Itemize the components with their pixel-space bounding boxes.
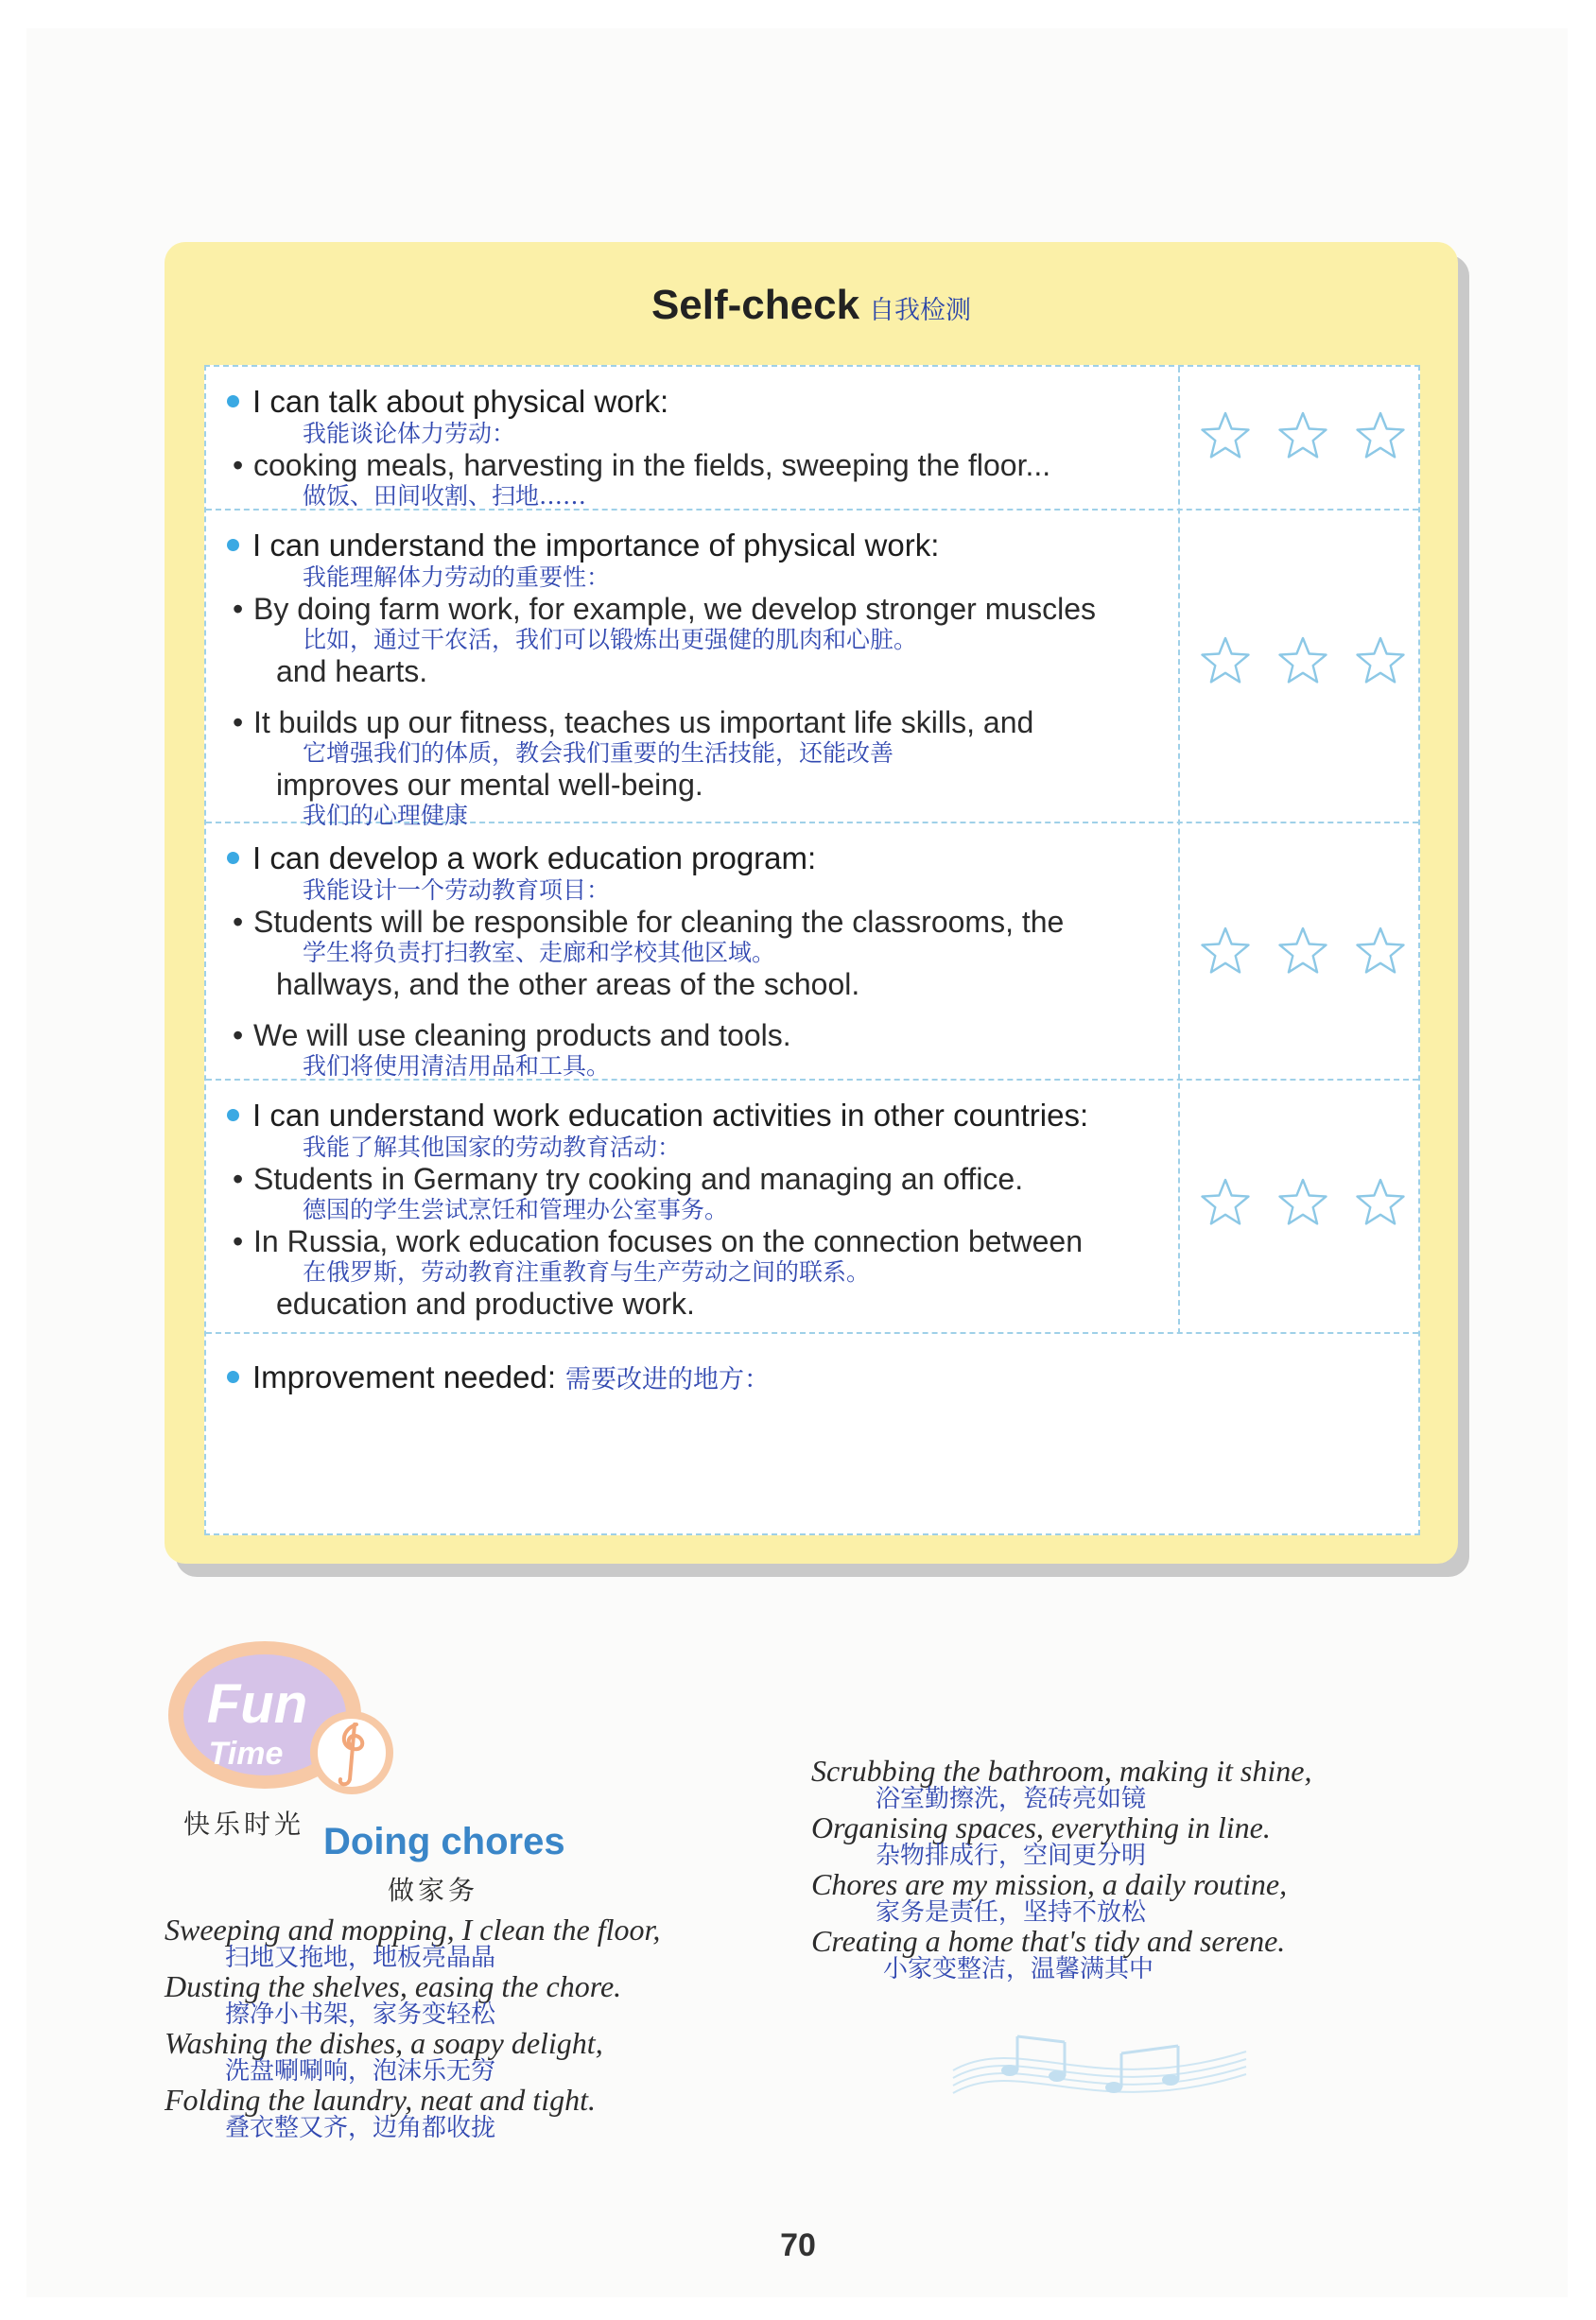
improvement-heading xyxy=(227,1359,1163,1395)
bullet-dot xyxy=(227,1109,239,1121)
sub-bullet: • It builds up our fitness, teaches us important life skills, and xyxy=(233,705,1034,739)
row-heading xyxy=(227,384,1163,420)
improvement-content xyxy=(227,1359,1163,1395)
star-icon[interactable] xyxy=(1354,1177,1407,1228)
poem-line-zh: 洗盘唰唰响，泡沫乐无穷 xyxy=(225,2057,496,2086)
star-icon[interactable] xyxy=(1276,410,1329,461)
time-badge-word: Time xyxy=(208,1736,284,1772)
self-check-table xyxy=(204,365,1420,1535)
poem-line-zh: 浴室勤擦洗，瓷砖亮如镜 xyxy=(876,1785,1147,1813)
poem-right-column xyxy=(811,1754,1492,1983)
sub-bullet-text: It builds up our fitness, teaches us important life skills, and xyxy=(253,705,1034,739)
sub-bullet-text: By doing farm work, for example, we develop stronger muscles xyxy=(253,592,1097,626)
heading-translation: 我能理解体力劳动的重要性： xyxy=(303,563,611,591)
sub-bullet: • By doing farm work, for example, we develop stronger muscles xyxy=(233,592,1097,626)
row-heading xyxy=(227,840,1163,876)
heading-text: I can talk about physical work: xyxy=(252,384,669,419)
improvement-row xyxy=(206,1334,1418,1533)
sub-bullet-text: In Russia, work education focuses on the connection between xyxy=(253,1224,1083,1258)
star-icon[interactable] xyxy=(1199,635,1252,686)
self-check-row-other-countries xyxy=(206,1081,1418,1334)
heading-translation: 我能设计一个劳动教育项目： xyxy=(303,876,611,904)
sub-bullet-text: Students in Germany try cooking and managing an office. xyxy=(253,1162,1024,1196)
sub-bullet-translation: 在俄罗斯，劳动教育注重教育与生产劳动之间的联系。 xyxy=(303,1258,871,1286)
heading-translation: 我能谈论体力劳动： xyxy=(303,420,516,447)
row-content xyxy=(227,384,1163,511)
star-icon[interactable] xyxy=(1276,635,1329,686)
sub-bullet: • Students will be responsible for cleaning the classrooms, the xyxy=(233,905,1065,939)
poem-line-zh: 扫地又拖地，地板亮晶晶 xyxy=(225,1944,496,1972)
heading-text: I can develop a work education program: xyxy=(252,840,817,875)
star-icon[interactable] xyxy=(1354,410,1407,461)
self-check-title-zh: 自我检测 xyxy=(869,296,972,325)
poem-line-zh: 擦净小书架，家务变轻松 xyxy=(225,2000,496,2029)
self-check-card xyxy=(165,242,1458,1564)
improvement-label-zh: 需要改进的地方： xyxy=(565,1365,771,1394)
star-rating[interactable] xyxy=(1199,926,1407,977)
sub-bullet-translation: 德国的学生尝试烹饪和管理办公室事务。 xyxy=(303,1196,729,1223)
sub-bullet-text: cooking meals, harvesting in the fields, sweeping the floor... xyxy=(253,448,1051,482)
star-icon[interactable] xyxy=(1354,926,1407,977)
star-icon[interactable] xyxy=(1199,926,1252,977)
bullet-dot xyxy=(227,852,239,864)
star-icon[interactable] xyxy=(1276,926,1329,977)
sub-bullet: • Students in Germany try cooking and managing an office. xyxy=(233,1162,1024,1196)
poem-line: Sweeping and mopping, I clean the floor, xyxy=(165,1913,661,1947)
fun-time-badge xyxy=(163,1637,399,1798)
star-icon[interactable] xyxy=(1354,635,1407,686)
row-heading xyxy=(227,1098,1163,1134)
sub-bullet-text: We will use cleaning products and tools. xyxy=(253,1018,791,1052)
self-check-title xyxy=(165,282,1458,329)
self-check-row-physical-work xyxy=(206,367,1418,511)
poem-line: Folding the laundry, neat and tight. xyxy=(165,2083,596,2117)
heading-translation: 我能了解其他国家的劳动教育活动： xyxy=(303,1134,682,1161)
poem-line-zh: 杂物排成行，空间更分明 xyxy=(876,1842,1147,1870)
sub-bullet-translation: 学生将负责打扫教室、走廊和学校其他区域。 xyxy=(303,939,776,966)
star-rating[interactable] xyxy=(1199,1177,1407,1228)
poem-line: Creating a home that's tidy and serene. xyxy=(811,1924,1286,1958)
sub-bullet: • cooking meals, harvesting in the fields, sweeping the floor... xyxy=(233,448,1051,482)
poem-title: Doing chores xyxy=(323,1821,565,1862)
poem-line-zh: 家务是责任，坚持不放松 xyxy=(876,1898,1147,1927)
sub-bullet: • We will use cleaning products and tools. xyxy=(233,1018,791,1052)
sub-bullet-translation-continued: 我们的心理健康 xyxy=(303,802,469,829)
poem-line: Dusting the shelves, easing the chore. xyxy=(165,1969,622,2003)
poem-line-zh: 叠衣整又齐，边角都收拢 xyxy=(225,2114,496,2142)
self-check-title-en: Self-check xyxy=(651,282,860,328)
poem-title-zh: 做家务 xyxy=(388,1875,479,1906)
self-check-row-importance xyxy=(206,511,1418,829)
sub-bullet-continuation: and hearts. xyxy=(276,654,428,688)
music-notes-decoration-icon xyxy=(944,2014,1256,2118)
sub-bullet-continuation: improves our mental well-being. xyxy=(276,768,703,802)
poem-line: Chores are my mission, a daily routine, xyxy=(811,1867,1288,1901)
fun-time-label-zh: 快乐时光 xyxy=(183,1809,305,1840)
poem-line: Washing the dishes, a soapy delight, xyxy=(165,2026,603,2060)
bullet-dot xyxy=(227,395,239,407)
star-rating[interactable] xyxy=(1199,635,1407,686)
heading-text: I can understand work education activities in other countries: xyxy=(252,1098,1089,1133)
improvement-label: Improvement needed: xyxy=(252,1359,557,1394)
self-check-row-program xyxy=(206,823,1418,1081)
row-heading xyxy=(227,528,1163,563)
sub-bullet-text: Students will be responsible for cleaning the classrooms, the xyxy=(253,905,1065,939)
star-icon[interactable] xyxy=(1276,1177,1329,1228)
poem-line: Scrubbing the bathroom, making it shine, xyxy=(811,1754,1312,1788)
poem-line-zh: 小家变整洁，温馨满其中 xyxy=(883,1955,1154,1983)
poem-line: Organising spaces, everything in line. xyxy=(811,1810,1271,1844)
star-icon[interactable] xyxy=(1199,1177,1252,1228)
improvement-writing-area[interactable] xyxy=(227,1410,1390,1523)
bullet-dot xyxy=(227,1371,239,1383)
page-number: 70 xyxy=(780,2227,816,2263)
row-content xyxy=(227,1098,1163,1321)
sub-bullet-continuation: hallways, and the other areas of the school. xyxy=(276,967,860,1001)
fun-badge-word: Fun xyxy=(206,1673,308,1735)
sub-bullet-continuation: education and productive work. xyxy=(276,1287,695,1321)
sub-bullet-translation: 做饭、田间收割、扫地…… xyxy=(303,482,587,510)
sub-bullet-translation: 比如，通过干农活，我们可以锻炼出更强健的肌肉和心脏。 xyxy=(303,626,918,653)
sub-bullet-translation: 我们将使用清洁用品和工具。 xyxy=(303,1052,611,1080)
poem-left-column xyxy=(165,1915,845,2142)
sub-bullet-translation: 它增强我们的体质，教会我们重要的生活技能，还能改善 xyxy=(303,739,894,767)
star-rating[interactable] xyxy=(1199,410,1407,461)
heading-text: I can understand the importance of physical work: xyxy=(252,528,940,563)
star-icon[interactable] xyxy=(1199,410,1252,461)
row-content xyxy=(227,528,1163,830)
sub-bullet: • In Russia, work education focuses on the connection between xyxy=(233,1224,1083,1258)
row-content xyxy=(227,840,1163,1081)
bullet-dot xyxy=(227,539,239,551)
